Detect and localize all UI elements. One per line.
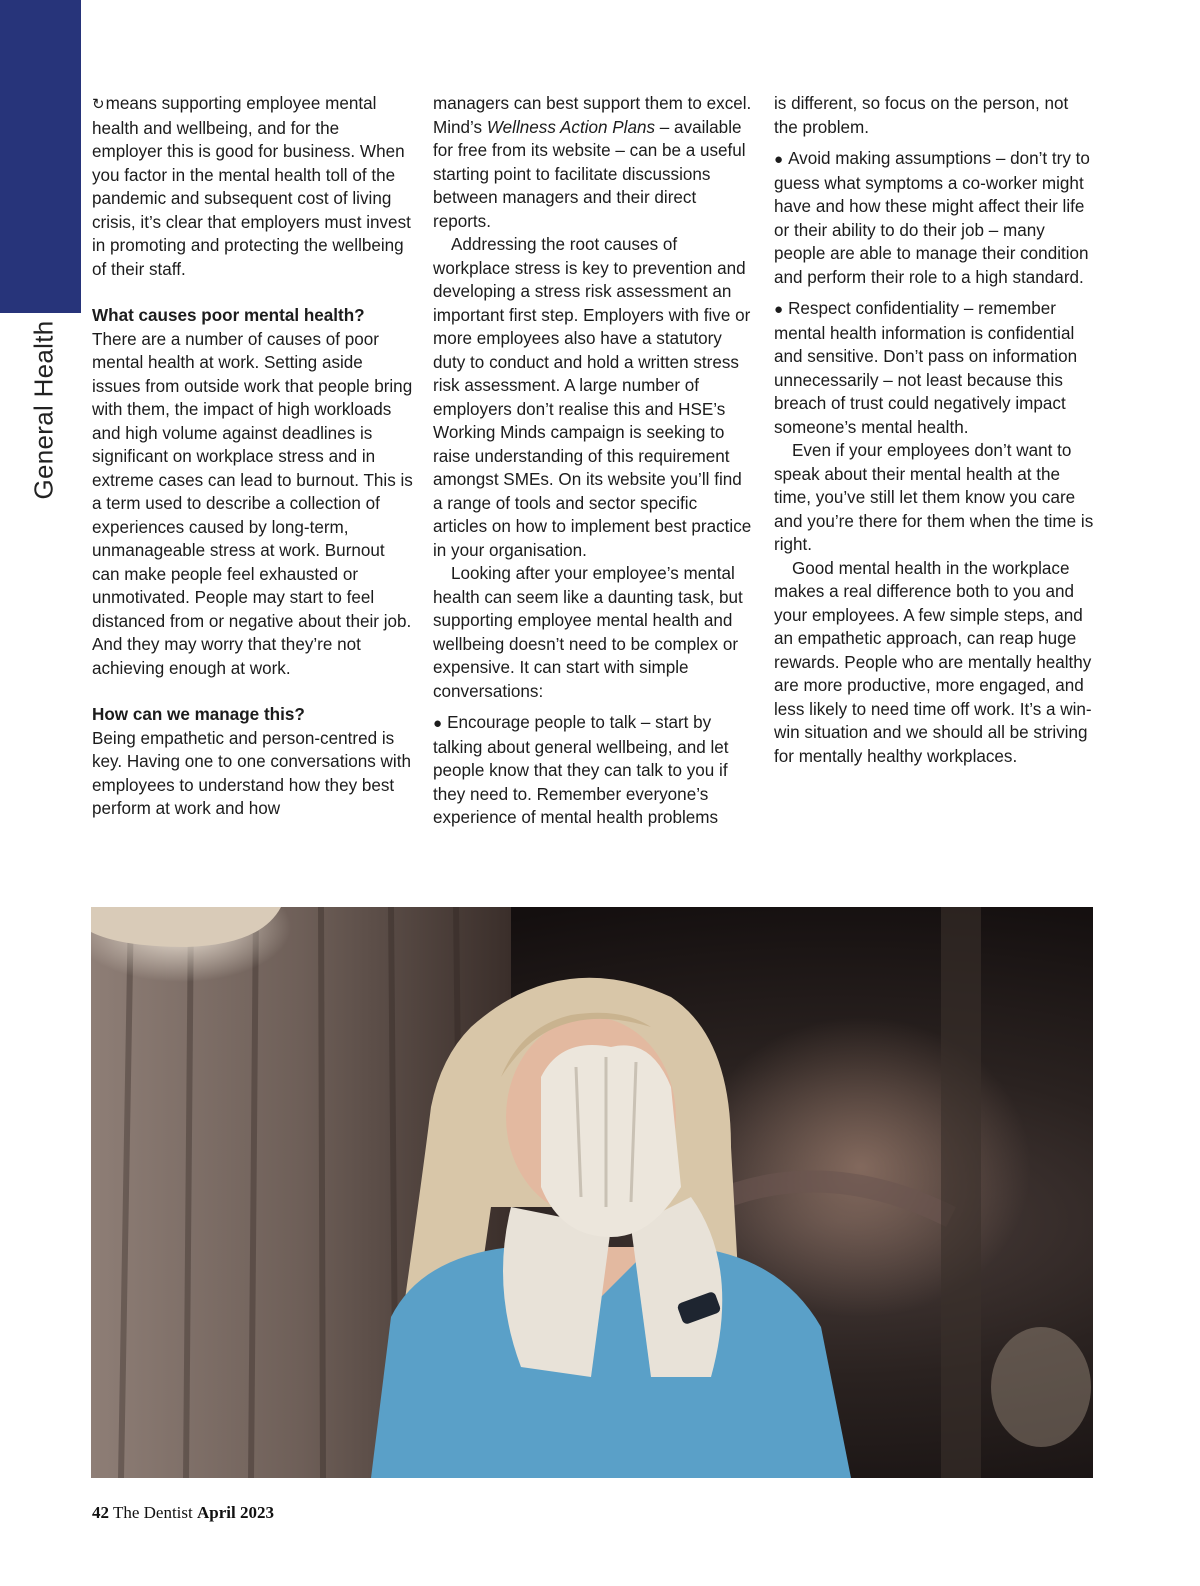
paragraph bbox=[92, 92, 414, 281]
paragraph: Even if your employees don’t want to speak about their mental health at the time, you’ve still let them know you care and you’re there for them when the time is right. bbox=[774, 441, 1094, 554]
article-column-3 bbox=[774, 92, 1096, 768]
bullet-icon: ● bbox=[774, 301, 784, 318]
paragraph-text: means supporting employee mental health and wellbeing, and for the employer this is good for business. When you factor in the mental health toll of the pandemic and subsequent cost of living crisis, it’s clear that employers must invest in promoting and protecting the wellbeing of their staff. bbox=[92, 94, 411, 279]
publication-title: Wellness Action Plans bbox=[486, 117, 656, 137]
page-number: 42 bbox=[92, 1503, 109, 1522]
paragraph: is different, so focus on the person, not the problem. bbox=[774, 94, 1069, 137]
equipment-pole bbox=[941, 907, 981, 1478]
continued-arrow-icon: ↻ bbox=[92, 96, 105, 113]
issue-date: April 2023 bbox=[197, 1503, 274, 1522]
paragraph: Addressing the root causes of workplace stress is key to prevention and developing a stress risk assessment an important first step. Employers with five or more employees also have a statutory duty to conduct and hold a written stress risk assessment. A large number of employers don’t realise this and HSE’s Working Minds campaign is seeking to raise understanding of this requirement amongst SMEs. On its website you’ll find a range of tools and sector specific articles on how to implement best practice in your organisation. bbox=[433, 235, 752, 560]
paragraph: Being empathetic and person-centred is key. Having one to one conversations with employees to understand how they best perform at work and how bbox=[92, 728, 411, 818]
page-footer bbox=[92, 1503, 274, 1523]
bullet-icon: ● bbox=[433, 715, 443, 732]
stressed-nurse-illustration bbox=[91, 907, 1093, 1478]
paragraph: Looking after your employee’s mental health can seem like a daunting task, but supporting employee mental health and wellbeing doesn’t need to be complex or expensive. It can start with simple conversations: bbox=[433, 564, 743, 701]
gloved-hands bbox=[541, 1045, 681, 1237]
bullet-item bbox=[774, 297, 1096, 439]
bullet-item bbox=[774, 147, 1096, 289]
section-color-bar bbox=[0, 0, 81, 313]
paragraph-text: managers can best support them to excel. Mind’s bbox=[433, 94, 752, 137]
paragraph: Good mental health in the workplace makes a real difference both to you and your employees. A few simple steps, and an empathetic approach, can reap huge rewards. People who are mentally healthy are more productive, more engaged, and less likely to need time off work. It’s a win-win situation and we should all be striving for mentally healthy workplaces. bbox=[774, 558, 1092, 766]
paragraph: There are a number of causes of poor mental health at work. Setting aside issues from outside work that people bring with them, the impact of high workloads and high volume against deadlines is significant on workplace stress and in extreme cases can lead to burnout. This is a term used to describe a collection of experiences caused by long-term, unmanageable stress at work. Burnout can make people feel exhausted or unmotivated. People may start to feel distanced from or negative about their job. And they may worry that they’re not achieving enough at work. bbox=[92, 329, 413, 678]
bullet-item bbox=[433, 711, 755, 830]
bullet-text: Avoid making assumptions – don’t try to guess what symptoms a co-worker might have and how these might affect their life or their ability to do their job – many people are able to manage their condition and perform their role to a high standard. bbox=[774, 149, 1090, 287]
article-photo bbox=[91, 907, 1093, 1478]
publication-name: The Dentist bbox=[112, 1503, 193, 1522]
article-column-2 bbox=[433, 92, 755, 830]
article-column-1 bbox=[92, 92, 414, 821]
bullet-icon: ● bbox=[774, 151, 784, 168]
section-label: General Health bbox=[28, 320, 59, 500]
subheading: How can we manage this? bbox=[92, 705, 305, 724]
subheading: What causes poor mental health? bbox=[92, 306, 365, 325]
bullet-text: Encourage people to talk – start by talking about general wellbeing, and let people know that they can talk to you if they need to. Remember everyone’s experience of mental health problems bbox=[433, 713, 729, 827]
bullet-text: Respect confidentiality – remember mental health information is confidential and sensitive. Don’t pass on information unnecessarily – not least because this breach of trust could negatively impact someone’s mental health. bbox=[774, 299, 1078, 437]
paragraph bbox=[433, 92, 755, 233]
paragraph-text: – available for free from its website – can be a useful starting point to facilitate discussions between managers and their direct reports. bbox=[433, 117, 746, 231]
